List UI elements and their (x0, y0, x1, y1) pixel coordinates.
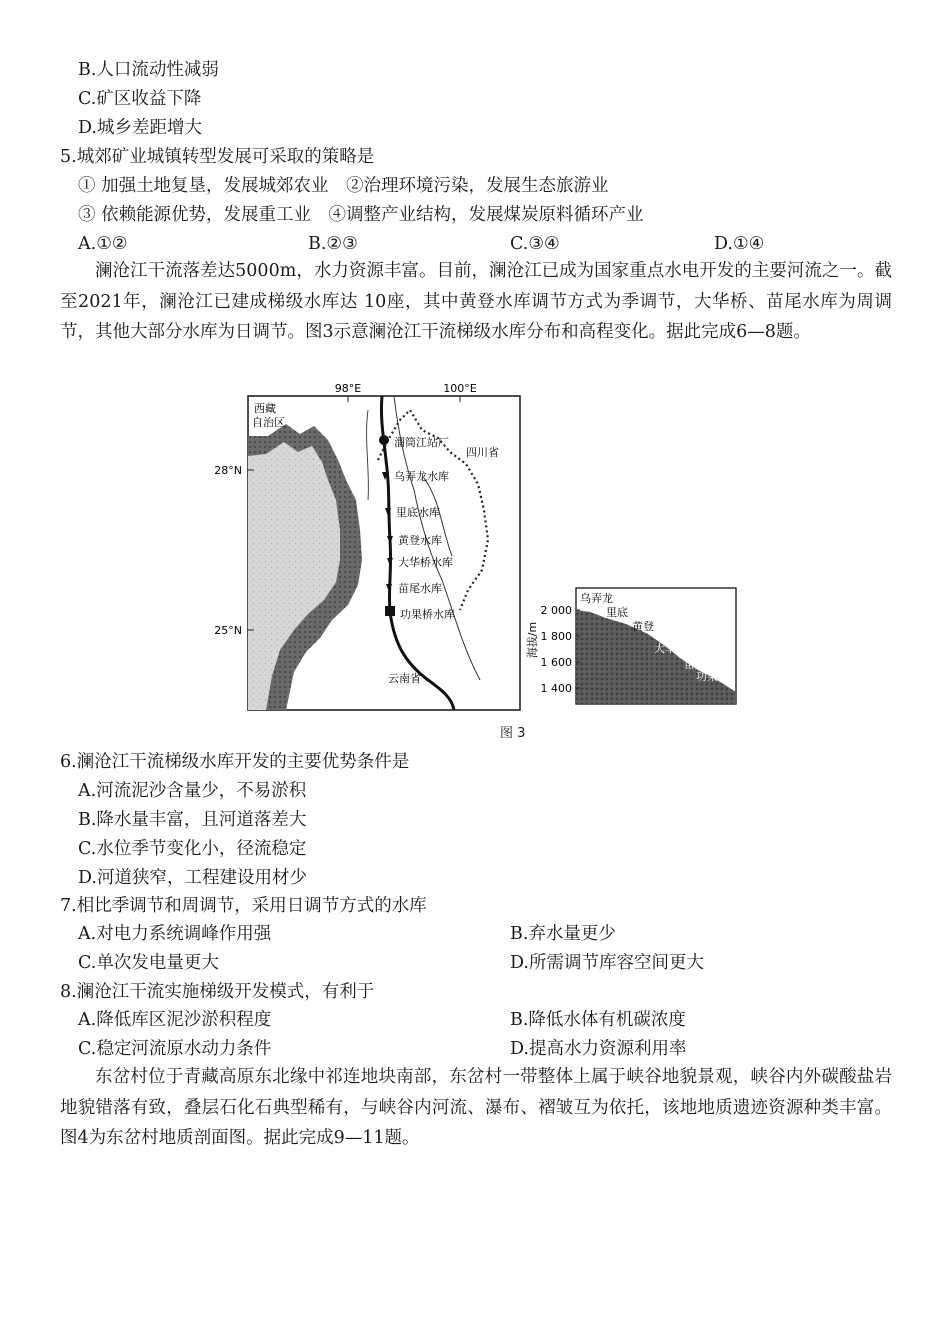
q7-option-a: A.对电力系统调峰作用强 (78, 924, 272, 944)
lon-label-98: 98°E (334, 382, 362, 395)
q5-option-b: B.②③ (308, 234, 358, 254)
label-tibet-1: 西藏 (254, 402, 276, 415)
profile-tick-1600: 1 600 (540, 656, 572, 669)
label-station: 溜筒江站厂 (394, 436, 449, 449)
profile-tick-1400: 1 400 (540, 682, 572, 695)
q5-stem: 5.城郊矿业城镇转型发展可采取的策略是 (60, 147, 375, 167)
q8-option-b: B.降低水体有机碳浓度 (510, 1010, 686, 1030)
q5-option-c: C.③④ (510, 234, 560, 254)
label-res5: 苗尾水库 (398, 582, 442, 595)
q6-option-d: D.河道狭窄，工程建设用材少 (78, 868, 307, 888)
label-res6: 功果桥水库 (400, 608, 455, 621)
lat-label-25: 25°N (214, 624, 242, 637)
profile-label-wunonglong: 乌弄龙 (580, 592, 613, 605)
q5-option-d: D.①④ (714, 234, 765, 254)
q4-option-d: D.城乡差距增大 (78, 118, 202, 138)
figure3-caption: 图 3 (500, 726, 526, 741)
label-tibet-2: 自治区 (252, 416, 285, 429)
station-marker (379, 435, 389, 445)
q6-stem: 6.澜沧江干流梯级水库开发的主要优势条件是 (60, 752, 410, 772)
q8-option-c: C.稳定河流原水动力条件 (78, 1039, 272, 1059)
q7-option-d: D.所需调节库容空间更大 (510, 953, 704, 973)
profile-tick-2000: 2 000 (540, 604, 572, 617)
passage-dongcha: 东岔村位于青藏高原东北缘中祁连地块南部，东岔村一带整体上属于峡谷地貌景观，峡谷内外碳酸盐岩地貌错落有致，叠层石化石典型稀有，与峡谷内河流、瀑布、褶皱互为依托，该地地质遗迹资源种类丰富。图4为东岔村地质剖面图。据此完成9—11题。 (60, 1067, 892, 1148)
figure3-map (214, 380, 528, 712)
label-res4: 大华桥水库 (398, 556, 453, 569)
profile-ylabel: 海拔/m (526, 621, 539, 659)
profile-label-miaowei: 苗尾 (684, 658, 706, 671)
q5-items-line2: ③ 依赖能源优势，发展重工业 ④调整产业结构，发展煤炭原料循环产业 (78, 205, 644, 225)
q5-option-a: A.①② (78, 234, 128, 254)
q6-option-a: A.河流泥沙含量少，不易淤积 (78, 781, 307, 801)
q7-option-c: C.单次发电量更大 (78, 953, 219, 973)
q7-option-b: B.弃水量更少 (510, 924, 616, 944)
lon-label-100: 100°E (443, 382, 477, 395)
q8-stem: 8.澜沧江干流实施梯级开发模式，有利于 (60, 982, 375, 1002)
profile-tick-1800: 1 800 (540, 630, 572, 643)
q4-option-b: B.人口流动性减弱 (78, 60, 219, 80)
lat-label-28: 28°N (214, 464, 242, 477)
q8-option-a: A.降低库区泥沙淤积程度 (78, 1010, 272, 1030)
label-res2: 里底水库 (396, 506, 440, 519)
profile-label-dahuaqiao: 大华桥 (654, 642, 687, 655)
q7-stem: 7.相比季调节和周调节，采用日调节方式的水库 (60, 896, 427, 916)
q5-items-line1: ① 加强土地复垦，发展城郊农业 ②治理环境污染，发展生态旅游业 (78, 176, 609, 196)
profile-label-lidi: 里底 (606, 606, 628, 619)
q8-option-d: D.提高水力资源利用率 (510, 1039, 687, 1059)
figure3-elevation-profile (526, 582, 740, 708)
passage-lancang: 澜沧江干流落差达5000m，水力资源丰富。目前，澜沧江已成为国家重点水电开发的主要河流之一。截至2021年，澜沧江已建成梯级水库达 10座，其中黄登水库调节方式为季调节，大华桥、苗尾水库为周调节，其他大部分水库为日调节。图3示意澜沧江干流梯级水库分布和高程变化。据此完成6—8题。 (60, 261, 892, 342)
q6-option-b: B.降水量丰富，且河道落差大 (78, 810, 307, 830)
reservoir-marker-6 (385, 606, 395, 616)
profile-label-huangdeng: 黄登 (632, 620, 654, 633)
q6-option-c: C.水位季节变化小，径流稳定 (78, 839, 307, 859)
label-res3: 黄登水库 (398, 534, 442, 547)
q4-option-c: C.矿区收益下降 (78, 89, 202, 109)
profile-label-gongguoqiao: 功果桥 (696, 670, 729, 683)
label-sichuan: 四川省 (466, 446, 499, 459)
label-res1: 乌弄龙水库 (394, 470, 449, 483)
label-yunnan: 云南省 (388, 672, 421, 685)
